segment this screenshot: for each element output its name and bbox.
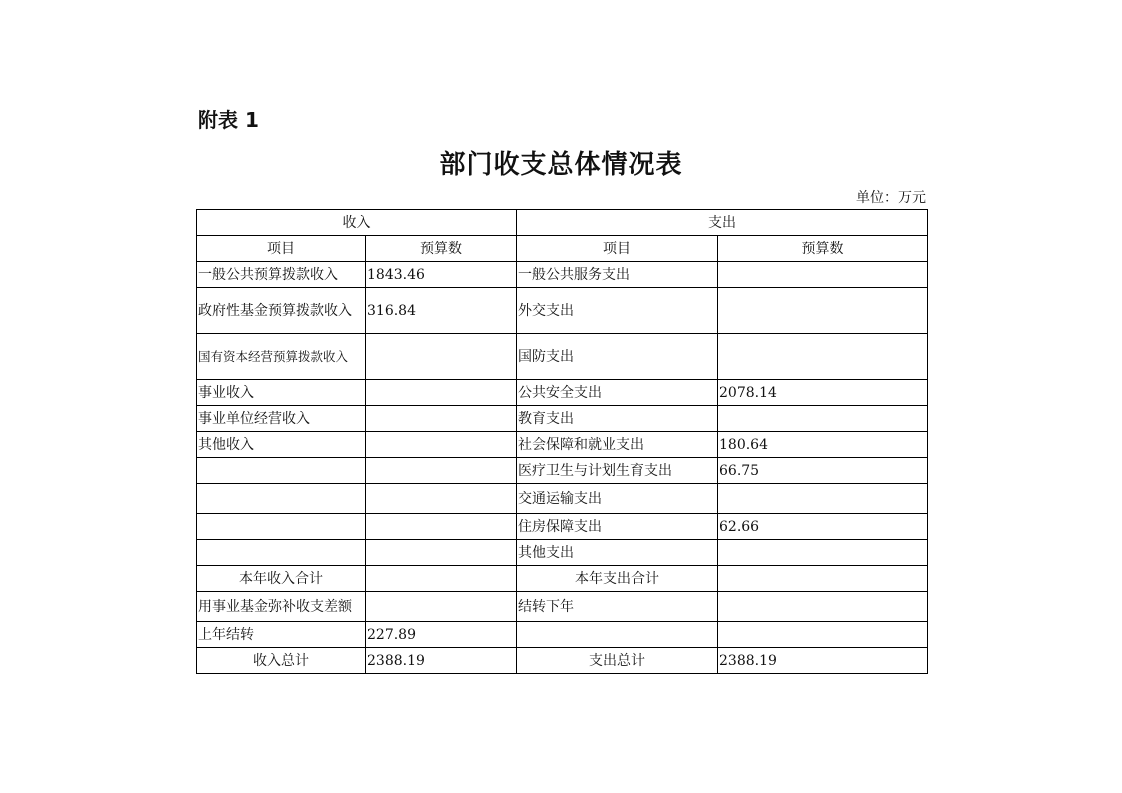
expenditure-item-cell: 医疗卫生与计划生育支出 <box>517 458 718 484</box>
expenditure-section-header: 支出 <box>517 210 928 236</box>
expenditure-amount-cell <box>718 622 928 648</box>
expenditure-amount-cell <box>718 592 928 622</box>
expenditure-item-cell: 结转下年 <box>517 592 718 622</box>
income-amount-cell: 227.89 <box>366 622 517 648</box>
income-total-label: 收入总计 <box>197 648 366 674</box>
expenditure-amount-cell <box>718 484 928 514</box>
income-item-cell: 事业单位经营收入 <box>197 406 366 432</box>
expenditure-item-cell: 住房保障支出 <box>517 514 718 540</box>
expenditure-amount-cell: 66.75 <box>718 458 928 484</box>
expenditure-amount-cell <box>718 334 928 380</box>
expenditure-amount-cell <box>718 288 928 334</box>
table-row <box>197 334 928 380</box>
table-row <box>197 380 928 406</box>
income-amount-cell: 1843.46 <box>366 262 517 288</box>
table-row <box>197 592 928 622</box>
expenditure-amount-cell: 62.66 <box>718 514 928 540</box>
attachment-label: 附表 1 <box>198 108 259 132</box>
table-row <box>197 458 928 484</box>
table-row <box>197 432 928 458</box>
income-amount-cell: 316.84 <box>366 288 517 334</box>
income-amount-cell <box>366 334 517 380</box>
income-amount-cell <box>366 566 517 592</box>
income-item-cell: 其他收入 <box>197 432 366 458</box>
page-title: 部门收支总体情况表 <box>439 150 683 180</box>
income-item-cell: 国有资本经营预算拨款收入 <box>197 334 366 380</box>
expenditure-amount-cell <box>718 406 928 432</box>
income-subtotal-label: 本年收入合计 <box>197 566 366 592</box>
income-amount-cell <box>366 432 517 458</box>
budget-summary-table <box>196 209 928 674</box>
income-item-cell <box>197 484 366 514</box>
table-row <box>197 484 928 514</box>
expenditure-amount-cell <box>718 566 928 592</box>
expenditure-item-cell: 社会保障和就业支出 <box>517 432 718 458</box>
income-amount-cell <box>366 484 517 514</box>
income-item-cell <box>197 458 366 484</box>
expenditure-item-cell: 其他支出 <box>517 540 718 566</box>
table-row <box>197 406 928 432</box>
income-item-cell <box>197 514 366 540</box>
column-header-row <box>197 236 928 262</box>
table-row <box>197 514 928 540</box>
table-row <box>197 262 928 288</box>
income-total-amount: 2388.19 <box>366 648 517 674</box>
income-amount-cell <box>366 458 517 484</box>
section-header-row <box>197 210 928 236</box>
expenditure-item-cell: 教育支出 <box>517 406 718 432</box>
income-amount-cell <box>366 514 517 540</box>
expenditure-amount-cell <box>718 262 928 288</box>
expenditure-item-cell: 公共安全支出 <box>517 380 718 406</box>
income-amount-cell <box>366 540 517 566</box>
table-row <box>197 288 928 334</box>
unit-label: 单位：万元 <box>856 190 926 206</box>
table-row <box>197 540 928 566</box>
expenditure-item-cell <box>517 622 718 648</box>
expenditure-item-cell: 交通运输支出 <box>517 484 718 514</box>
income-item-cell <box>197 540 366 566</box>
expenditure-item-cell: 国防支出 <box>517 334 718 380</box>
expenditure-amount-cell: 2078.14 <box>718 380 928 406</box>
income-amount-cell <box>366 380 517 406</box>
grand-total-row <box>197 648 928 674</box>
income-amount-cell <box>366 406 517 432</box>
income-item-cell: 上年结转 <box>197 622 366 648</box>
expenditure-amount-header: 预算数 <box>718 236 928 262</box>
expenditure-item-cell: 一般公共服务支出 <box>517 262 718 288</box>
income-item-cell: 政府性基金预算拨款收入 <box>197 288 366 334</box>
subtotal-row <box>197 566 928 592</box>
expenditure-total-label: 支出总计 <box>517 648 718 674</box>
income-item-cell: 用事业基金弥补收支差额 <box>197 592 366 622</box>
income-section-header: 收入 <box>197 210 517 236</box>
expenditure-amount-cell <box>718 540 928 566</box>
table-row <box>197 622 928 648</box>
income-amount-header: 预算数 <box>366 236 517 262</box>
expenditure-amount-cell: 180.64 <box>718 432 928 458</box>
income-item-header: 项目 <box>197 236 366 262</box>
expenditure-item-cell: 外交支出 <box>517 288 718 334</box>
income-amount-cell <box>366 592 517 622</box>
expenditure-subtotal-label: 本年支出合计 <box>517 566 718 592</box>
income-item-cell: 事业收入 <box>197 380 366 406</box>
income-item-cell: 一般公共预算拨款收入 <box>197 262 366 288</box>
expenditure-item-header: 项目 <box>517 236 718 262</box>
expenditure-total-amount: 2388.19 <box>718 648 928 674</box>
